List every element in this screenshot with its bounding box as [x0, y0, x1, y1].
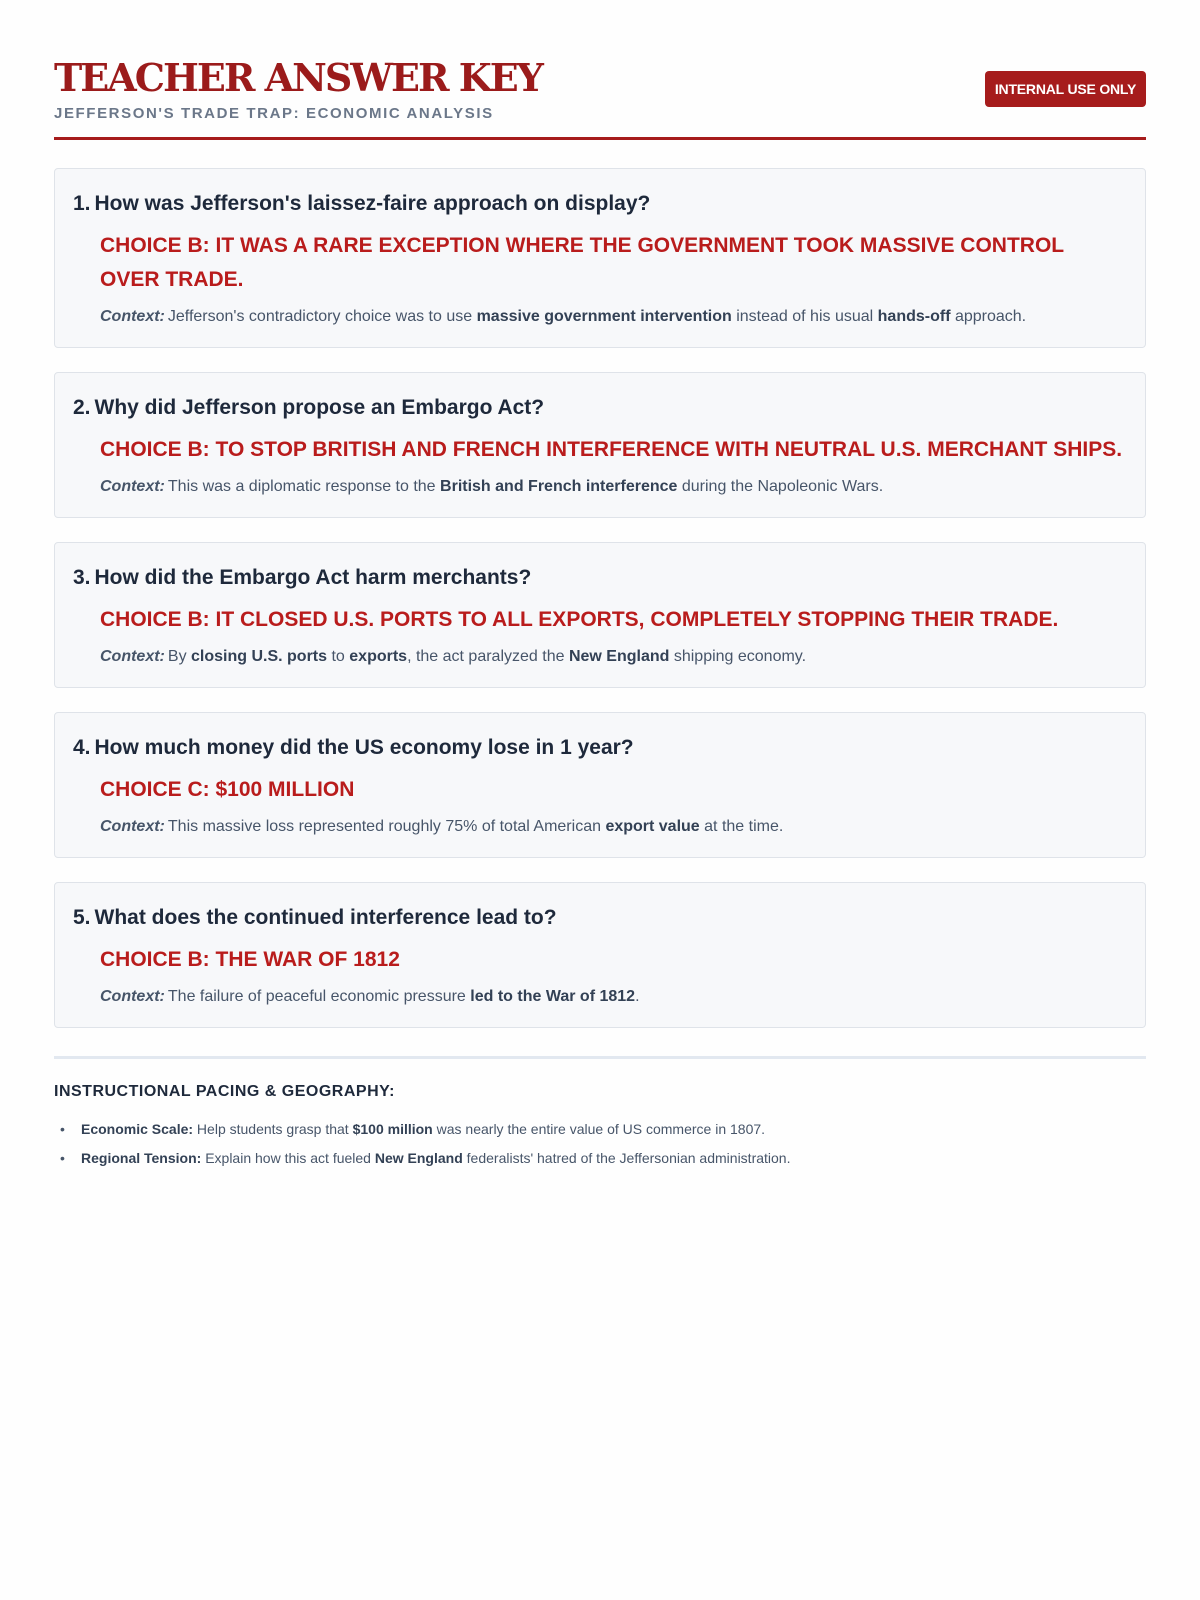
question-label: What does the continued interference lead to? [94, 906, 557, 929]
body-text: at the time. [699, 818, 784, 835]
emphasis-text: $100 million [352, 1121, 433, 1137]
question-number: 3. [73, 566, 91, 589]
notes-title: INSTRUCTIONAL PACING & GEOGRAPHY: [54, 1083, 395, 1100]
bullet-icon: • [60, 1150, 65, 1166]
answer-choice: CHOICE B: TO STOP BRITISH AND FRENCH INTERFERENCE WITH NEUTRAL U.S. MERCHANT SHIPS. [100, 438, 1123, 461]
answer-context [100, 475, 1127, 499]
body-text: This was a diplomatic response to the [167, 478, 441, 495]
question-card [54, 712, 1146, 858]
body-text: shipping economy. [669, 648, 807, 665]
notes-item-text [201, 1150, 790, 1166]
context-label: Context: [100, 308, 165, 325]
body-text: federalists' hatred of the Jeffersonian administration. [462, 1150, 791, 1166]
question-text [73, 733, 1127, 763]
emphasis-text: British and French interference [440, 478, 678, 495]
answer-choice: CHOICE C: $100 MILLION [100, 778, 355, 801]
emphasis-text: New England [568, 648, 670, 665]
body-text: The failure of peaceful economic pressure [167, 988, 471, 1005]
body-text: Help students grasp that [193, 1121, 353, 1137]
body-text: approach. [950, 308, 1027, 325]
emphasis-text: led to the War of 1812 [470, 988, 636, 1005]
question-card [54, 372, 1146, 518]
context-text [168, 308, 1026, 325]
body-text: was nearly the entire value of US commerce in 1807. [432, 1121, 766, 1137]
question-number: 1. [73, 192, 91, 215]
question-number: 4. [73, 736, 91, 759]
context-label: Context: [100, 818, 165, 835]
body-text: Explain how this act fueled [201, 1150, 375, 1166]
answer-context [100, 985, 1127, 1009]
question-text [73, 189, 1127, 219]
body-text: This massive loss represented roughly 75% of total American [167, 818, 606, 835]
question-label: How did the Embargo Act harm merchants? [94, 566, 532, 589]
question-number: 2. [73, 396, 91, 419]
notes-list [54, 1115, 1146, 1173]
body-text: during the Napoleonic Wars. [677, 478, 884, 495]
bullet-icon: • [60, 1121, 65, 1137]
notes-item-label: Economic Scale: [81, 1121, 194, 1137]
body-text: to [327, 648, 350, 665]
question-text [73, 393, 1127, 423]
instructional-notes [54, 1056, 1146, 1173]
answer-context [100, 815, 1127, 839]
emphasis-text: closing U.S. ports [191, 648, 328, 665]
page-header [54, 0, 1146, 140]
question-card [54, 882, 1146, 1028]
emphasis-text: exports [349, 648, 408, 665]
answer-choice: CHOICE B: IT WAS A RARE EXCEPTION WHERE THE GOVERNMENT TOOK MASSIVE CONTROL OVER TRADE. [100, 234, 1064, 291]
context-label: Context: [100, 648, 165, 665]
context-text [168, 818, 783, 835]
question-list [54, 168, 1146, 1028]
question-card [54, 542, 1146, 688]
question-number: 5. [73, 906, 91, 929]
question-text [73, 563, 1127, 593]
question-text [73, 903, 1127, 933]
answer-context [100, 645, 1127, 669]
body-text: Jefferson's contradictory choice was to use [167, 308, 477, 325]
emphasis-text: export value [605, 818, 700, 835]
context-text [168, 988, 640, 1005]
notes-item-text [193, 1121, 765, 1137]
context-text [168, 478, 883, 495]
emphasis-text: New England [374, 1150, 463, 1166]
body-text: instead of his usual [731, 308, 878, 325]
answer-choice: CHOICE B: THE WAR OF 1812 [100, 948, 400, 971]
emphasis-text: massive government intervention [476, 308, 732, 325]
page-subtitle: JEFFERSON'S TRADE TRAP: ECONOMIC ANALYSIS [54, 105, 494, 122]
emphasis-text: hands-off [877, 308, 951, 325]
question-label: How was Jefferson's laissez-faire approach on display? [94, 192, 651, 215]
internal-use-badge: INTERNAL USE ONLY [985, 71, 1146, 107]
body-text: By [167, 648, 192, 665]
answer-context [100, 305, 1127, 329]
context-text [168, 648, 806, 665]
notes-item [54, 1144, 1146, 1173]
body-text: , the act paralyzed the [407, 648, 569, 665]
notes-item-label: Regional Tension: [81, 1150, 202, 1166]
context-label: Context: [100, 478, 165, 495]
question-label: How much money did the US economy lose in 1 year? [94, 736, 634, 759]
notes-item [54, 1115, 1146, 1144]
page-title: TEACHER ANSWER KEY [54, 55, 542, 100]
body-text: . [635, 988, 640, 1005]
context-label: Context: [100, 988, 165, 1005]
answer-choice: CHOICE B: IT CLOSED U.S. PORTS TO ALL EXPORTS, COMPLETELY STOPPING THEIR TRADE. [100, 608, 1059, 631]
question-label: Why did Jefferson propose an Embargo Act? [94, 396, 545, 419]
question-card [54, 168, 1146, 348]
